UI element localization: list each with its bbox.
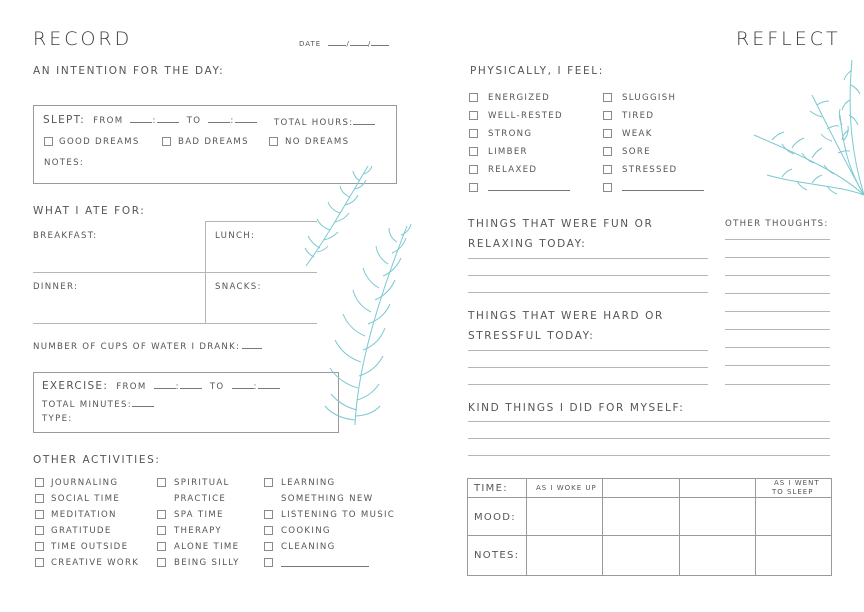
checkbox-alone-time[interactable] xyxy=(157,542,166,551)
writing-line[interactable] xyxy=(468,384,708,385)
checkbox-therapy[interactable] xyxy=(157,526,166,535)
checkbox-sore[interactable] xyxy=(603,147,612,156)
slept-label: SLEPT: xyxy=(43,114,86,126)
total-minutes-label: TOTAL MINUTES: xyxy=(42,400,132,410)
activity-label: CLEANING xyxy=(281,542,336,552)
writing-line[interactable] xyxy=(725,329,830,330)
activity-label: LEARNING xyxy=(281,478,336,488)
hard-label: THINGS THAT WERE HARD OR xyxy=(468,310,664,322)
activity-label: GRATITUDE xyxy=(51,526,112,536)
fun-label: RELAXING TODAY: xyxy=(468,238,587,250)
checkbox-limber[interactable] xyxy=(469,147,478,156)
table-woke-label: AS I WOKE UP xyxy=(536,484,597,492)
checkbox-journaling[interactable] xyxy=(35,478,44,487)
table-rule xyxy=(602,478,603,575)
writing-line[interactable] xyxy=(468,455,830,456)
water-field[interactable] xyxy=(33,340,262,352)
activity-label: TIME OUTSIDE xyxy=(51,542,129,552)
record-title: RECORD xyxy=(33,28,133,50)
writing-line[interactable] xyxy=(468,292,708,293)
activity-label: PRACTICE xyxy=(174,494,227,504)
activity-label: ALONE TIME xyxy=(174,542,240,552)
checkbox-sluggish[interactable] xyxy=(603,93,612,102)
activity-label: BEING SILLY xyxy=(174,558,240,568)
writing-line[interactable] xyxy=(725,311,830,312)
fun-label: THINGS THAT WERE FUN OR xyxy=(468,218,654,230)
reflect-title: REFLECT xyxy=(736,28,841,50)
writing-line[interactable] xyxy=(468,421,830,422)
sleep-notes-label: NOTES: xyxy=(44,158,85,168)
bad-dreams-label: BAD DREAMS xyxy=(178,137,249,147)
feeling-label: SORE xyxy=(622,147,651,157)
writing-line[interactable] xyxy=(725,365,830,366)
checkbox-cooking[interactable] xyxy=(264,526,273,535)
meal-rule xyxy=(33,323,317,324)
writing-line[interactable] xyxy=(468,258,708,259)
breakfast-label: BREAKFAST: xyxy=(33,231,98,241)
checkbox-custom-feeling-2[interactable] xyxy=(603,183,612,192)
checkbox-spa-time[interactable] xyxy=(157,510,166,519)
table-rule xyxy=(526,478,527,575)
writing-line[interactable] xyxy=(468,367,708,368)
checkbox-well-rested[interactable] xyxy=(469,111,478,120)
feeling-label: WEAK xyxy=(622,129,653,139)
writing-line[interactable] xyxy=(725,239,830,240)
custom-feeling-blank[interactable] xyxy=(622,190,704,191)
writing-line[interactable] xyxy=(725,275,830,276)
table-notes-label: NOTES: xyxy=(474,550,520,561)
good-dreams-label: GOOD DREAMS xyxy=(59,137,140,147)
activity-label: CREATIVE WORK xyxy=(51,558,140,568)
activity-label: COOKING xyxy=(281,526,331,536)
table-mood-label: MOOD: xyxy=(474,512,516,523)
writing-line[interactable] xyxy=(725,293,830,294)
writing-line[interactable] xyxy=(468,438,830,439)
dinner-label: DINNER: xyxy=(33,282,79,292)
checkbox-weak[interactable] xyxy=(603,129,612,138)
kind-label: KIND THINGS I DID FOR MYSELF: xyxy=(468,402,685,414)
activity-label: SOCIAL TIME xyxy=(51,494,121,504)
checkbox-meditation[interactable] xyxy=(35,510,44,519)
exercise-to-label: TO xyxy=(209,382,225,392)
feeling-label: SLUGGISH xyxy=(622,93,677,103)
table-sleep-label: AS I WENT xyxy=(774,479,820,487)
physical-label: PHYSICALLY, I FEEL: xyxy=(470,65,604,77)
leaf-sprig-icon xyxy=(752,55,864,200)
exercise-type-label: TYPE: xyxy=(42,414,73,424)
water-label: NUMBER OF CUPS OF WATER I DRANK: xyxy=(33,342,241,352)
activity-label: LISTENING TO MUSIC xyxy=(281,510,396,520)
checkbox-spiritual-practice[interactable] xyxy=(157,478,166,487)
checkbox-learning[interactable] xyxy=(264,478,273,487)
checkbox-social-time[interactable] xyxy=(35,494,44,503)
activity-label: SPA TIME xyxy=(174,510,224,520)
leaf-sprig-icon xyxy=(315,220,415,430)
table-sleep-label: TO SLEEP xyxy=(772,488,814,496)
no-dreams-label: NO DREAMS xyxy=(285,137,350,147)
checkbox-gratitude[interactable] xyxy=(35,526,44,535)
writing-line[interactable] xyxy=(468,350,708,351)
checkbox-custom-activity[interactable] xyxy=(264,558,273,567)
lunch-label: LUNCH: xyxy=(215,231,256,241)
checkbox-good-dreams[interactable] xyxy=(44,137,53,146)
table-rule xyxy=(679,478,680,575)
feeling-label: TIRED xyxy=(622,111,655,121)
other-thoughts-label: OTHER THOUGHTS: xyxy=(725,219,829,229)
table-rule xyxy=(755,478,756,575)
checkbox-no-dreams[interactable] xyxy=(269,137,278,146)
activity-label: THERAPY xyxy=(174,526,222,536)
slept-to-label: TO xyxy=(186,116,202,126)
checkbox-bad-dreams[interactable] xyxy=(162,137,171,146)
activity-label: JOURNALING xyxy=(51,478,119,488)
feeling-label: LIMBER xyxy=(488,147,528,157)
date-field[interactable]: DATE / / xyxy=(299,37,389,48)
total-hours-label: TOTAL HOURS: xyxy=(274,118,354,128)
slept-row[interactable]: SLEPT: FROM : TO : xyxy=(43,114,257,126)
exercise-from-label: FROM xyxy=(116,382,147,392)
writing-line[interactable] xyxy=(725,347,830,348)
intention-label: AN INTENTION FOR THE DAY: xyxy=(33,65,225,77)
checkbox-relaxed[interactable] xyxy=(469,165,478,174)
activity-label: SPIRITUAL xyxy=(174,478,230,488)
slept-from-label: FROM xyxy=(93,116,124,126)
checkbox-time-outside[interactable] xyxy=(35,542,44,551)
exercise-label: EXERCISE: xyxy=(42,380,109,392)
table-rule xyxy=(467,497,831,498)
feeling-label: RELAXED xyxy=(488,165,538,175)
activities-label: OTHER ACTIVITIES: xyxy=(33,454,161,466)
checkbox-custom-feeling-1[interactable] xyxy=(469,183,478,192)
ate-label: WHAT I ATE FOR: xyxy=(33,205,146,217)
total-minutes-field[interactable] xyxy=(42,398,154,410)
table-rule xyxy=(467,535,831,536)
custom-feeling-blank[interactable] xyxy=(488,190,570,191)
checkbox-tired[interactable] xyxy=(603,111,612,120)
checkbox-strong[interactable] xyxy=(469,129,478,138)
writing-line[interactable] xyxy=(468,275,708,276)
checkbox-listening-music[interactable] xyxy=(264,510,273,519)
meal-rule xyxy=(33,272,317,273)
activity-label: MEDITATION xyxy=(51,510,117,520)
checkbox-energized[interactable] xyxy=(469,93,478,102)
feeling-label: STRONG xyxy=(488,129,533,139)
date-label: DATE xyxy=(299,40,322,48)
checkbox-being-silly[interactable] xyxy=(157,558,166,567)
writing-line[interactable] xyxy=(725,384,830,385)
writing-line[interactable] xyxy=(725,257,830,258)
checkbox-stressed[interactable] xyxy=(603,165,612,174)
checkbox-creative-work[interactable] xyxy=(35,558,44,567)
table-time-label: TIME: xyxy=(474,483,508,494)
hard-label: STRESSFUL TODAY: xyxy=(468,330,595,342)
snacks-label: SNACKS: xyxy=(215,282,262,292)
total-hours-field[interactable] xyxy=(274,116,375,128)
feeling-label: WELL-RESTED xyxy=(488,111,563,121)
feeling-label: ENERGIZED xyxy=(488,93,551,103)
exercise-row[interactable]: EXERCISE: FROM : TO : xyxy=(42,380,280,392)
checkbox-cleaning[interactable] xyxy=(264,542,273,551)
activity-label: SOMETHING NEW xyxy=(281,494,374,504)
feeling-label: STRESSED xyxy=(622,165,678,175)
custom-activity-blank[interactable] xyxy=(281,566,369,567)
